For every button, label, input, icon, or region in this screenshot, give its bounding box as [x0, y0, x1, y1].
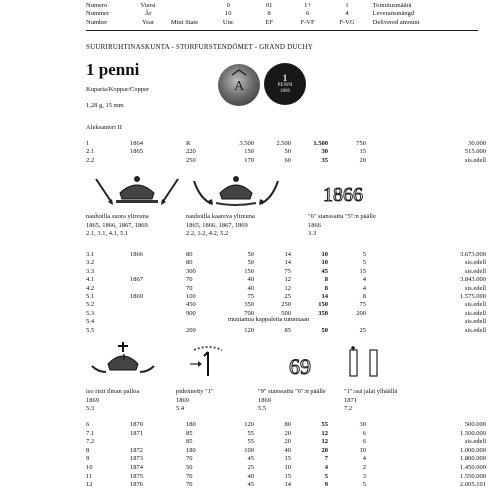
cell-fvf: 55: [321, 421, 328, 428]
cell-mint: 300: [186, 267, 196, 275]
header-cell: 6: [305, 10, 310, 18]
cell-unc: 45: [247, 481, 254, 489]
cell-ef: 50: [284, 148, 291, 156]
header-cell: 1+: [304, 2, 312, 9]
cell-ef: 14: [284, 251, 291, 258]
svg-text:A: A: [233, 79, 245, 94]
cell-num: 2.2: [86, 156, 95, 164]
table-row: [86, 421, 486, 429]
cell-fvg: 15: [359, 267, 366, 275]
cell-del: sis.edell: [464, 259, 486, 267]
variety-note: [186, 213, 255, 239]
cell-mint: 85: [186, 438, 193, 446]
header-cell: Vuosi: [140, 2, 156, 9]
variety-years: 1869: [258, 396, 271, 404]
cell-unc: 350: [244, 301, 254, 309]
header-cell: Toimitusmäärä: [372, 2, 412, 9]
cell-ef: 40: [284, 446, 291, 454]
feet-up-one-icon: [340, 346, 388, 380]
cell-del: sis.edell: [464, 301, 486, 309]
variety-label: "6" stanssattu "5":n päälle: [308, 213, 376, 220]
cell-mint: 250: [186, 156, 196, 164]
cell-fvg: 5: [362, 481, 366, 489]
header-cell: EF: [265, 18, 273, 26]
variety-years: 1869: [176, 396, 189, 404]
cell-fvg: 20: [359, 156, 366, 164]
cell-fvg: 30: [359, 421, 366, 428]
cell-fvf: 9: [324, 481, 328, 489]
cell-del: 1.800.000: [460, 455, 486, 463]
table-row: [86, 148, 486, 156]
header-cell: 4: [345, 10, 349, 18]
cell-year: 1867: [130, 276, 143, 284]
table-row: [86, 251, 486, 259]
variety-refs: 7.2: [344, 405, 353, 412]
cell-num: 5.2: [86, 301, 95, 309]
coin-obverse-image: [218, 64, 260, 106]
date-overstrike-icon: [308, 181, 378, 207]
cell-unc: 3.500: [239, 140, 254, 147]
cell-num: 11: [86, 472, 93, 480]
cell-ef: 25: [284, 293, 291, 300]
cell-num: 7.2: [86, 438, 95, 446]
variety-refs: 3.3: [308, 230, 317, 237]
variety-refs: 5.5: [258, 405, 267, 412]
cell-del: 1.550.000: [460, 472, 486, 480]
cell-num: 12: [86, 481, 93, 489]
cell-num: 5.1: [86, 293, 95, 300]
table-row: [86, 157, 486, 165]
cell-mint: 180: [186, 446, 196, 454]
cell-num: 3.2: [86, 259, 95, 267]
cell-unc: 120: [244, 421, 254, 428]
cell-mint: 70: [186, 472, 193, 480]
cell-unc: 55: [247, 438, 254, 446]
cell-mint: 85: [186, 429, 193, 437]
large-cross-crown-icon: [88, 340, 158, 378]
table-row: [86, 301, 486, 309]
cell-unc: 120: [244, 326, 254, 334]
variety-label: nauhoilla kaareva ylireuna: [186, 213, 255, 220]
header-cell: Year: [142, 18, 155, 26]
material-text: Kuparia/Koppar/Copper: [86, 86, 150, 93]
table-row: [86, 430, 486, 438]
cell-num: 5.5: [86, 326, 95, 334]
cell-unc: 25: [247, 464, 254, 471]
variety-label: iso risti ilman palloa: [86, 388, 140, 395]
cell-fvf: 12: [321, 429, 328, 437]
table-row: [86, 481, 486, 489]
cell-ef: 20: [284, 429, 291, 437]
cell-fvf: 5: [324, 472, 328, 480]
cell-fvg: 5: [362, 259, 366, 267]
cell-year: 1869: [130, 293, 143, 300]
cell-fvg: 6: [362, 438, 366, 446]
cell-ef: 12: [284, 284, 291, 292]
table-row: [86, 455, 486, 463]
cell-mint: 70: [186, 284, 193, 292]
header-cell: 1: [345, 2, 349, 9]
cell-num: 1: [86, 140, 90, 147]
cell-num: 10: [86, 464, 93, 471]
cell-num: 3.3: [86, 267, 95, 275]
header-cell: År: [144, 10, 152, 18]
cell-ef: 15: [284, 455, 291, 463]
cell-fvf: 350: [318, 309, 328, 317]
variety-years: 1869: [86, 396, 99, 404]
header-row: [86, 10, 478, 18]
variety-note: [308, 213, 376, 239]
cell-year: 1870: [130, 421, 143, 428]
variety-label: pidennetty "1": [176, 388, 214, 395]
cell-ef: 250: [281, 301, 291, 309]
cell-ef: 10: [284, 464, 291, 471]
cell-year: 1875: [130, 472, 143, 480]
variety-refs: 5.4: [176, 405, 185, 412]
table-row: [86, 464, 486, 472]
cell-fvf: 10: [321, 251, 328, 258]
cell-fvg: 3: [362, 472, 366, 480]
header-cell: [163, 2, 206, 10]
cell-unc: 700: [244, 309, 254, 317]
table-row: [86, 276, 486, 284]
header-cell: Leveransmängd: [372, 10, 415, 18]
cell-ef: 500: [281, 309, 291, 317]
table-row: [86, 285, 486, 293]
cell-mint: 80: [186, 251, 193, 258]
cell-mint: 900: [186, 309, 196, 317]
monogram-icon: [218, 64, 260, 106]
cell-del: sis.edell: [464, 309, 486, 317]
variety-note: [86, 213, 149, 239]
cell-unc: 40: [247, 276, 254, 284]
cell-num: 9: [86, 455, 90, 463]
cell-year: 1873: [130, 455, 143, 463]
cell-del: sis.edell: [464, 318, 486, 326]
cell-ef: 14: [284, 481, 291, 489]
variety-years: 1865, 1866, 1867, 1869: [86, 221, 148, 229]
variety-years: 1871: [344, 396, 357, 404]
cell-del: sis.edell: [464, 284, 486, 292]
cell-mint: 70: [186, 455, 193, 463]
cell-fvf: 150: [318, 301, 328, 309]
variety-label: "9" stanssattu "6":n päälle: [258, 388, 326, 395]
cell-year: 1865: [130, 148, 143, 156]
cell-unc: 100: [244, 446, 254, 454]
cell-mint: 180: [186, 421, 196, 428]
weight-size-text: 1,28 g, 15 mm: [86, 102, 124, 109]
variety-refs: 2.1, 3.1, 4.1, 5.1: [86, 230, 129, 237]
cell-unc: 40: [247, 284, 254, 292]
table-row: [86, 473, 486, 481]
header-row: [86, 19, 478, 27]
cell-fvg: 5: [362, 251, 366, 258]
cell-fvf: 14: [321, 293, 328, 300]
ruler-name: Aleksanteri II: [86, 124, 122, 131]
cell-unc: 50: [247, 259, 254, 267]
cell-unc: 55: [247, 429, 254, 437]
header-cell: Delivered amount: [372, 18, 420, 26]
cell-ef: 80: [284, 421, 291, 428]
cell-fvf: 20: [321, 446, 328, 454]
cell-ef: 20: [284, 438, 291, 446]
cell-num: 4.1: [86, 276, 95, 284]
cell-year: 1874: [130, 464, 143, 471]
cell-num: 4.2: [86, 284, 95, 292]
table-row: [86, 438, 486, 446]
cell-mint: 70: [186, 481, 193, 489]
nine-over-six-icon: [276, 348, 326, 380]
cell-fvg: 200: [356, 309, 366, 317]
variety-note: [258, 388, 326, 414]
cell-del: 1.500.000: [460, 429, 486, 437]
coin-year: 1866: [280, 89, 290, 94]
cell-del: sis.edell: [464, 156, 486, 164]
cell-mint: 100: [186, 293, 196, 300]
cell-del: 1.575.000: [460, 293, 486, 300]
cell-del: 30.000: [468, 140, 486, 147]
header-cell: Mint State: [170, 18, 199, 26]
cell-del: 1.450.000: [460, 464, 486, 471]
cell-ef: 75: [284, 267, 291, 275]
cell-fvf: 8: [324, 284, 328, 292]
cell-fvg: 4: [362, 284, 366, 292]
cell-del: sis.edell: [464, 438, 486, 446]
header-cell: Nummer: [86, 10, 110, 18]
coin-value: 1: [282, 73, 288, 83]
coin-penni-label: PENNI: [277, 83, 293, 88]
cell-mint: 220: [186, 148, 196, 156]
variety-years: 1866: [308, 221, 321, 229]
cell-ef: 12: [284, 276, 291, 284]
stamp-1866-text: 1866: [323, 184, 363, 206]
cell-fvf: 8: [324, 276, 328, 284]
cell-fvf: 35: [321, 156, 328, 164]
cell-fvg: 15: [359, 148, 366, 156]
table-row: [86, 268, 486, 276]
cell-year: 1871: [130, 429, 143, 437]
table-row: [86, 140, 486, 148]
cell-year: 1864: [130, 140, 143, 147]
cell-fvg: 10: [359, 446, 366, 454]
cell-fvf: 4: [324, 464, 328, 471]
cell-fvg: 6: [362, 429, 366, 437]
header-cell: F-VF: [300, 18, 315, 26]
cell-del: 3.673.000: [460, 251, 486, 258]
cell-fvf: 12: [321, 438, 328, 446]
page-title: 1 penni: [86, 60, 140, 79]
variety-note: [344, 388, 397, 414]
cell-ef: 14: [284, 259, 291, 267]
header-cell: 0: [226, 2, 230, 9]
cell-fvg: 4: [362, 276, 366, 284]
cell-num: 6: [86, 421, 90, 428]
cell-fvg: 75: [359, 301, 366, 309]
cell-fvf: 10: [321, 259, 328, 267]
table-row: [86, 259, 486, 267]
table-row: [86, 447, 486, 455]
column-header: [86, 2, 478, 27]
header-cell: 01: [265, 2, 273, 9]
header-cell: 8: [267, 10, 271, 18]
cell-fvf: 1.500: [313, 140, 328, 147]
cell-fvf: 45: [321, 267, 328, 275]
cell-num: 3.1: [86, 251, 95, 258]
header-cell: F-VG: [339, 18, 355, 26]
stamp-69-text: 69: [289, 354, 311, 379]
cell-mint: 200: [186, 326, 196, 334]
cell-del: 1.000.000: [460, 446, 486, 454]
section-title: SUURIRUHTINASKUNTA - STORFURSTENDÖMET - GRAND DUCHY: [86, 43, 313, 51]
variety-label: "1":ssä jalat ylhäällä: [344, 388, 398, 395]
cell-fvf: 50: [321, 326, 328, 334]
cell-num: 8: [86, 446, 90, 454]
cell-del: 3.843.000: [460, 276, 486, 284]
header-cell: Numero: [86, 2, 108, 9]
cell-fvf: 7: [324, 455, 328, 463]
cell-ef: 60: [284, 156, 291, 164]
cell-unc: 150: [244, 267, 254, 275]
cell-num: 5.4: [86, 318, 95, 326]
table-row: [86, 327, 486, 335]
cell-mint: R: [186, 140, 191, 147]
cell-del: sis.edell: [464, 326, 486, 334]
cell-unc: 40: [247, 472, 254, 480]
variety-note: [86, 388, 139, 414]
cell-fvg: 2: [362, 464, 366, 471]
variety-years: 1865, 1866, 1867, 1869: [186, 221, 248, 229]
cell-fvf: 30: [321, 148, 328, 156]
header-cell: Number: [86, 18, 108, 26]
variety-label: nauhoilla suora ylireuna: [86, 213, 149, 220]
long-one-icon: [188, 344, 228, 380]
cell-unc: 75: [247, 293, 254, 300]
header-cell: [163, 10, 206, 18]
cell-unc: 150: [244, 148, 254, 156]
cell-year: 1866: [130, 251, 143, 258]
cell-ef: 85: [284, 326, 291, 334]
crown-straight-ribbon-icon: [92, 171, 182, 209]
cell-del: 500.000: [464, 421, 486, 428]
cell-mint: 450: [186, 301, 196, 309]
coin-reverse-image: [264, 63, 306, 105]
cell-fvg: 8: [362, 293, 366, 300]
header-divider: [86, 30, 478, 31]
cell-del: 2.005.101: [460, 481, 486, 489]
cell-fvg: 750: [356, 140, 366, 147]
cell-year: 1872: [130, 446, 143, 454]
variety-refs: 5.3: [86, 405, 95, 412]
cell-num: 5.3: [86, 309, 95, 317]
table-row: [86, 293, 486, 301]
cell-mint: 50: [186, 464, 193, 471]
header-cell: Unc: [222, 18, 234, 26]
rarity-note: muutamia kappaleita tunnetaan: [228, 316, 310, 323]
cell-del: 515.000: [464, 148, 486, 156]
cell-del: sis.edell: [464, 267, 486, 275]
cell-num: 2.1: [86, 148, 95, 156]
variety-note: [176, 388, 214, 414]
cell-year: 1876: [130, 481, 143, 489]
cell-unc: 50: [247, 251, 254, 258]
cell-ef: 2.500: [276, 140, 291, 147]
variety-refs: 2.2, 3.2, 4.2, 5.2: [186, 230, 229, 237]
cell-ef: 15: [284, 472, 291, 480]
cell-fvg: 25: [359, 326, 366, 334]
crown-curved-ribbon-icon: [190, 171, 282, 209]
cell-unc: 170: [244, 156, 254, 164]
cell-num: 7.1: [86, 429, 95, 437]
cell-mint: 80: [186, 259, 193, 267]
cell-unc: 45: [247, 455, 254, 463]
cell-fvg: 4: [362, 455, 366, 463]
cell-mint: 70: [186, 276, 193, 284]
header-cell: 10: [225, 10, 232, 18]
